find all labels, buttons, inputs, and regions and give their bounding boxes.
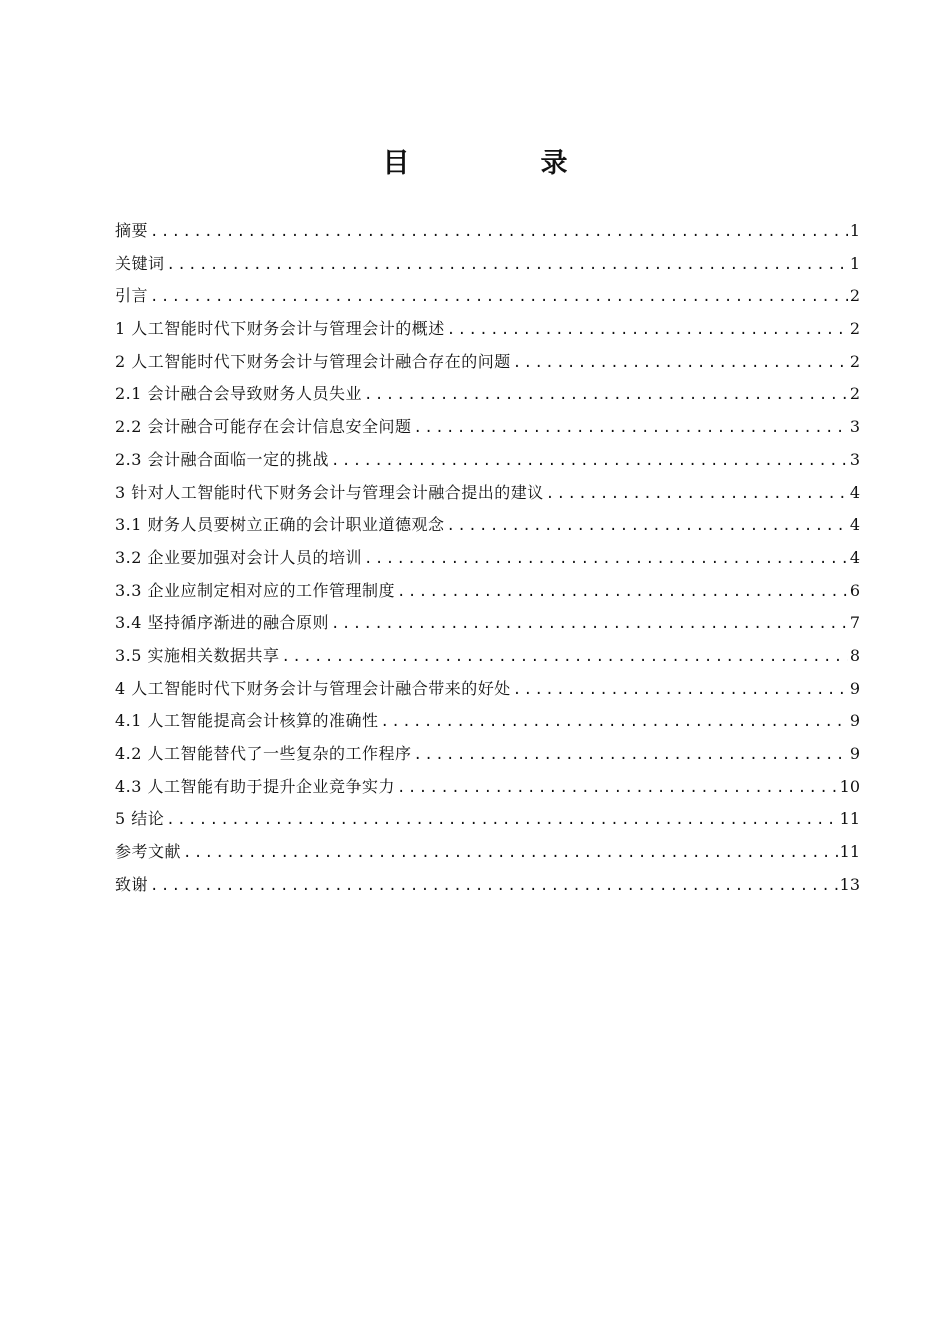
dot-leader — [414, 412, 848, 445]
dot-leader — [414, 739, 848, 772]
toc-entry-page: 8 — [849, 645, 860, 665]
toc-entry-introduction[interactable] — [115, 280, 860, 313]
toc-entry-page: 4 — [849, 515, 860, 535]
toc-entry-page: 2 — [849, 319, 860, 339]
toc-entry-chapter-1[interactable] — [115, 313, 860, 346]
toc-entry-label: 3.2 企业要加强对会计人员的培训 — [115, 547, 363, 567]
dot-leader — [364, 379, 848, 412]
toc-entry-label: 摘要 — [115, 221, 149, 240]
toc-entry-page: 4 — [849, 547, 860, 567]
dot-leader — [331, 445, 848, 478]
toc-entry-section-4-1[interactable] — [115, 705, 860, 738]
toc-entry-page: 10 — [839, 776, 860, 796]
toc-entry-section-2-2[interactable] — [115, 411, 860, 444]
dot-leader — [447, 510, 848, 543]
toc-entry-page: 1 — [849, 221, 860, 240]
toc-entry-page: 3 — [849, 449, 860, 469]
page-title: 目 录 — [382, 148, 620, 179]
toc-entry-label: 3.5 实施相关数据共享 — [115, 645, 280, 665]
toc-entry-section-2-1[interactable] — [115, 378, 860, 411]
dot-leader — [513, 347, 848, 380]
dot-leader — [364, 543, 848, 576]
toc-entry-page: 3 — [849, 417, 860, 437]
toc-entry-page: 1 — [849, 253, 860, 273]
toc-entry-label: 参考文献 — [115, 842, 182, 862]
toc-entry-page: 9 — [849, 744, 860, 763]
dot-leader — [150, 281, 848, 314]
toc-entry-label: 3.1 财务人员要树立正确的会计职业道德观念 — [115, 515, 445, 535]
dot-leader — [166, 804, 837, 837]
toc-entry-section-4-2[interactable] — [115, 738, 860, 771]
dot-leader — [167, 249, 848, 282]
toc-entry-label: 2.1 会计融合会导致财务人员失业 — [115, 384, 363, 404]
toc-entry-label: 4.1 人工智能提高会计核算的准确性 — [115, 711, 379, 731]
toc-entry-label: 关键词 — [115, 253, 165, 273]
toc-entry-references[interactable] — [115, 836, 860, 869]
toc-entry-keywords[interactable] — [115, 248, 860, 281]
dot-leader — [183, 837, 838, 870]
toc-entry-chapter-3[interactable] — [115, 477, 860, 510]
dot-leader — [397, 576, 848, 609]
toc-entry-label: 4.2 人工智能替代了一些复杂的工作程序 — [115, 744, 412, 763]
toc-entry-abstract[interactable] — [115, 215, 860, 248]
toc-entry-section-3-5[interactable] — [115, 640, 860, 673]
toc-entry-page: 4 — [849, 482, 860, 502]
toc-entry-page: 9 — [849, 711, 860, 731]
table-of-contents — [115, 215, 860, 901]
dot-leader — [282, 641, 848, 674]
toc-entry-page: 2 — [849, 351, 860, 371]
toc-entry-label: 3.3 企业应制定相对应的工作管理制度 — [115, 580, 396, 600]
toc-entry-label: 2.2 会计融合可能存在会计信息安全问题 — [115, 417, 412, 437]
toc-entry-page: 11 — [839, 842, 860, 862]
toc-entry-acknowledgements[interactable] — [115, 869, 860, 902]
toc-entry-page: 2 — [849, 384, 860, 404]
toc-entry-section-3-1[interactable] — [115, 509, 860, 542]
toc-entry-page: 9 — [849, 678, 860, 698]
toc-entry-chapter-2[interactable] — [115, 346, 860, 379]
toc-entry-section-4-3[interactable] — [115, 771, 860, 804]
toc-entry-page: 13 — [839, 874, 860, 894]
toc-entry-label: 4.3 人工智能有助于提升企业竞争实力 — [115, 776, 396, 796]
toc-entry-label: 5 结论 — [115, 809, 165, 829]
dot-leader — [150, 870, 838, 903]
toc-entry-label: 致谢 — [115, 874, 149, 894]
toc-entry-label: 3.4 坚持循序渐进的融合原则 — [115, 613, 330, 633]
toc-entry-label: 2 人工智能时代下财务会计与管理会计融合存在的问题 — [115, 351, 511, 371]
toc-entry-page: 6 — [849, 580, 860, 600]
toc-entry-label: 3 针对人工智能时代下财务会计与管理会计融合提出的建议 — [115, 482, 544, 502]
dot-leader — [331, 608, 848, 641]
toc-entry-section-3-2[interactable] — [115, 542, 860, 575]
toc-entry-page: 11 — [839, 809, 860, 829]
toc-entry-chapter-5[interactable] — [115, 803, 860, 836]
dot-leader — [381, 706, 848, 739]
toc-entry-label: 4 人工智能时代下财务会计与管理会计融合带来的好处 — [115, 678, 511, 698]
dot-leader — [513, 674, 848, 707]
toc-entry-label: 1 人工智能时代下财务会计与管理会计的概述 — [115, 319, 445, 339]
dot-leader — [150, 216, 848, 249]
dot-leader — [546, 478, 848, 511]
toc-entry-label: 2.3 会计融合面临一定的挑战 — [115, 449, 330, 469]
toc-entry-label: 引言 — [115, 286, 149, 306]
toc-entry-section-3-4[interactable] — [115, 607, 860, 640]
dot-leader — [447, 314, 848, 347]
toc-entry-page: 2 — [849, 286, 860, 306]
toc-entry-section-3-3[interactable] — [115, 575, 860, 608]
toc-entry-chapter-4[interactable] — [115, 673, 860, 706]
toc-entry-section-2-3[interactable] — [115, 444, 860, 477]
dot-leader — [397, 772, 838, 805]
toc-entry-page: 7 — [849, 613, 860, 633]
